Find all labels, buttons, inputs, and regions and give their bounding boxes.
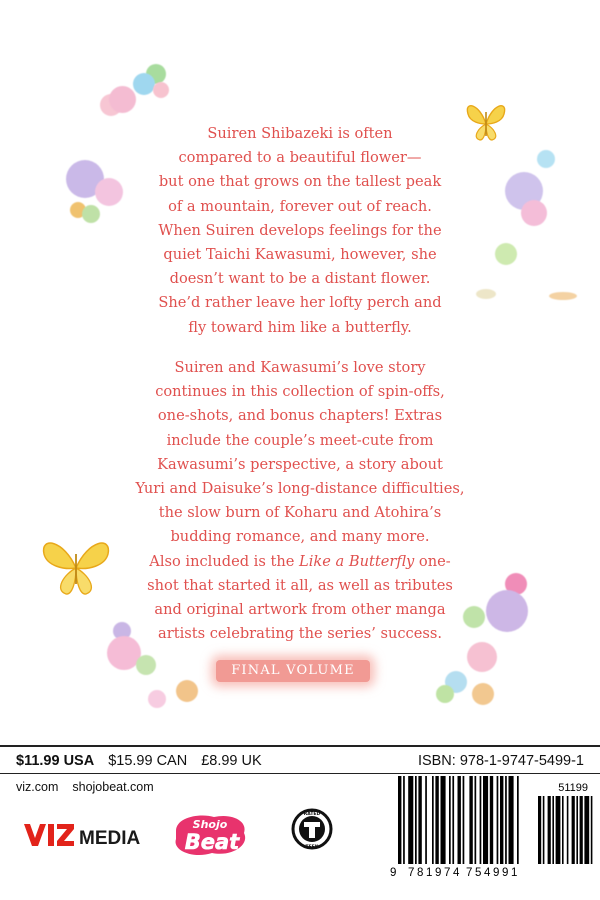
barcode-addon-bar: [556, 796, 561, 864]
barcode-addon-bar: [576, 796, 578, 864]
barcode-addon-bar: [548, 796, 551, 864]
synopsis-line: one-shots, and bonus chapters! Extras: [157, 407, 443, 425]
barcode-addon-bar: [584, 796, 589, 864]
barcode-bar: [432, 776, 434, 864]
svg-text:RATED: RATED: [303, 812, 321, 817]
synopsis-paragraph-2: [110, 356, 490, 646]
price-can: $15.99 CAN: [108, 753, 188, 769]
svg-text:MEDIA: MEDIA: [79, 828, 141, 848]
barcode-bar: [475, 776, 477, 864]
barcode-bar: [480, 776, 482, 864]
synopsis-line: doesn’t want to be a distant flower.: [169, 270, 431, 288]
barcode-bar: [500, 776, 503, 864]
barcode-digits-right: 754991: [466, 867, 520, 879]
barcode-bar: [398, 776, 401, 864]
barcode-bar: [435, 776, 438, 864]
barcode-addon-bar: [552, 796, 554, 864]
barcode-bar: [415, 776, 417, 864]
barcode-addon-bar: [572, 796, 575, 864]
synopsis-fragment: Also included is the: [149, 552, 300, 570]
bokeh-dot: [136, 655, 156, 675]
barcode-bar: [463, 776, 465, 864]
synopsis-line: and original artwork from other manga: [154, 601, 446, 619]
barcode-bar: [403, 776, 405, 864]
shojo-beat-logo: [170, 811, 252, 859]
barcode-bar: [425, 776, 427, 864]
bokeh-dot: [495, 243, 517, 265]
barcode-first-digit: 9: [390, 867, 397, 879]
barcode-bar: [469, 776, 472, 864]
synopsis-paragraph-1: [110, 122, 490, 340]
barcode-bar: [490, 776, 493, 864]
synopsis-line: compared to a beautiful flower—: [178, 149, 422, 167]
synopsis-line: Suiren Shibazeki is often: [207, 125, 393, 142]
price-code: 51199: [558, 782, 588, 794]
svg-text:TEEN: TEEN: [305, 845, 319, 850]
synopsis-line: She’d rather leave her lofty perch and: [158, 294, 442, 312]
bokeh-dot: [148, 690, 166, 708]
bokeh-dot: [133, 73, 155, 95]
isbn-label: ISBN: 978-1-9747-5499-1: [417, 753, 584, 769]
synopsis-line: Yuri and Daisuke’s long-distance difficulties,: [135, 480, 465, 498]
bokeh-dot: [549, 292, 577, 300]
footer-rule-top: [0, 745, 600, 747]
price-uk: £8.99 UK: [201, 753, 262, 769]
barcode-bar: [408, 776, 413, 864]
barcode-bar: [418, 776, 421, 864]
synopsis-fragment: one-: [414, 552, 451, 570]
bokeh-dot: [436, 685, 454, 703]
synopsis-line: shot that started it all, as well as tributes: [147, 576, 453, 594]
website-links: [16, 780, 168, 794]
barcode-bar: [483, 776, 488, 864]
synopsis-line: fly toward him like a butterfly.: [188, 318, 412, 336]
link-viz[interactable]: viz.com: [16, 780, 59, 794]
synopsis-line: of a mountain, forever out of reach.: [168, 197, 432, 215]
barcode-bar: [449, 776, 451, 864]
synopsis-line: When Suiren develops feelings for the: [158, 221, 442, 239]
viz-media-logo: [22, 822, 150, 848]
barcode-bar: [497, 776, 499, 864]
isbn-barcode: [388, 776, 596, 888]
synopsis-line: Kawasumi’s perspective, a story about: [157, 455, 443, 473]
synopsis-line: [110, 550, 490, 574]
barcode-addon-bar: [567, 796, 569, 864]
svg-text:Beat: Beat: [184, 830, 240, 854]
bokeh-dot: [153, 82, 169, 98]
bokeh-dot: [472, 683, 494, 705]
bokeh-dot: [82, 205, 100, 223]
synopsis-line: budding romance, and many more.: [170, 528, 430, 546]
barcode-addon-bar: [591, 796, 593, 864]
barcode-bar: [458, 776, 461, 864]
svg-text:Shojo: Shojo: [192, 818, 228, 831]
price-usa: $11.99 USA: [16, 753, 95, 769]
final-volume-badge: FINAL VOLUME: [216, 660, 370, 682]
synopsis-line: quiet Taichi Kawasumi, however, she: [163, 246, 437, 264]
link-shojobeat[interactable]: shojobeat.com: [72, 780, 154, 794]
synopsis-line: the slow burn of Koharu and Atohira’s: [158, 504, 442, 522]
synopsis-line: continues in this collection of spin-offs,: [155, 383, 445, 401]
barcode-bar: [452, 776, 454, 864]
synopsis-line: artists celebrating the series’ success.: [158, 625, 442, 643]
bokeh-dot: [109, 86, 136, 113]
bokeh-dot: [486, 590, 528, 632]
price-line: [16, 753, 276, 769]
synopsis-line: include the couple’s meet-cute from: [166, 431, 434, 449]
bokeh-dot: [467, 642, 497, 672]
barcode-bar: [517, 776, 519, 864]
butterfly-icon: [38, 538, 114, 600]
synopsis-line: Suiren and Kawasumi’s love story: [174, 359, 426, 376]
bokeh-dot: [521, 200, 547, 226]
footer-rule-mid: [0, 773, 600, 774]
barcode-bar: [509, 776, 514, 864]
barcode-digits-left: 781974: [408, 867, 462, 879]
bokeh-dot: [537, 150, 555, 168]
book-title-italic: Like a Butterfly: [299, 552, 415, 570]
barcode-bar: [441, 776, 446, 864]
barcode-addon-bar: [538, 796, 541, 864]
barcode-bar: [505, 776, 507, 864]
synopsis-line: but one that grows on the tallest peak: [158, 173, 442, 191]
barcode-addon-bar: [543, 796, 545, 864]
bokeh-dot: [176, 680, 198, 702]
barcode-addon-bar: [580, 796, 583, 864]
barcode-addon-bar: [562, 796, 564, 864]
rated-teen-icon: [291, 806, 333, 852]
